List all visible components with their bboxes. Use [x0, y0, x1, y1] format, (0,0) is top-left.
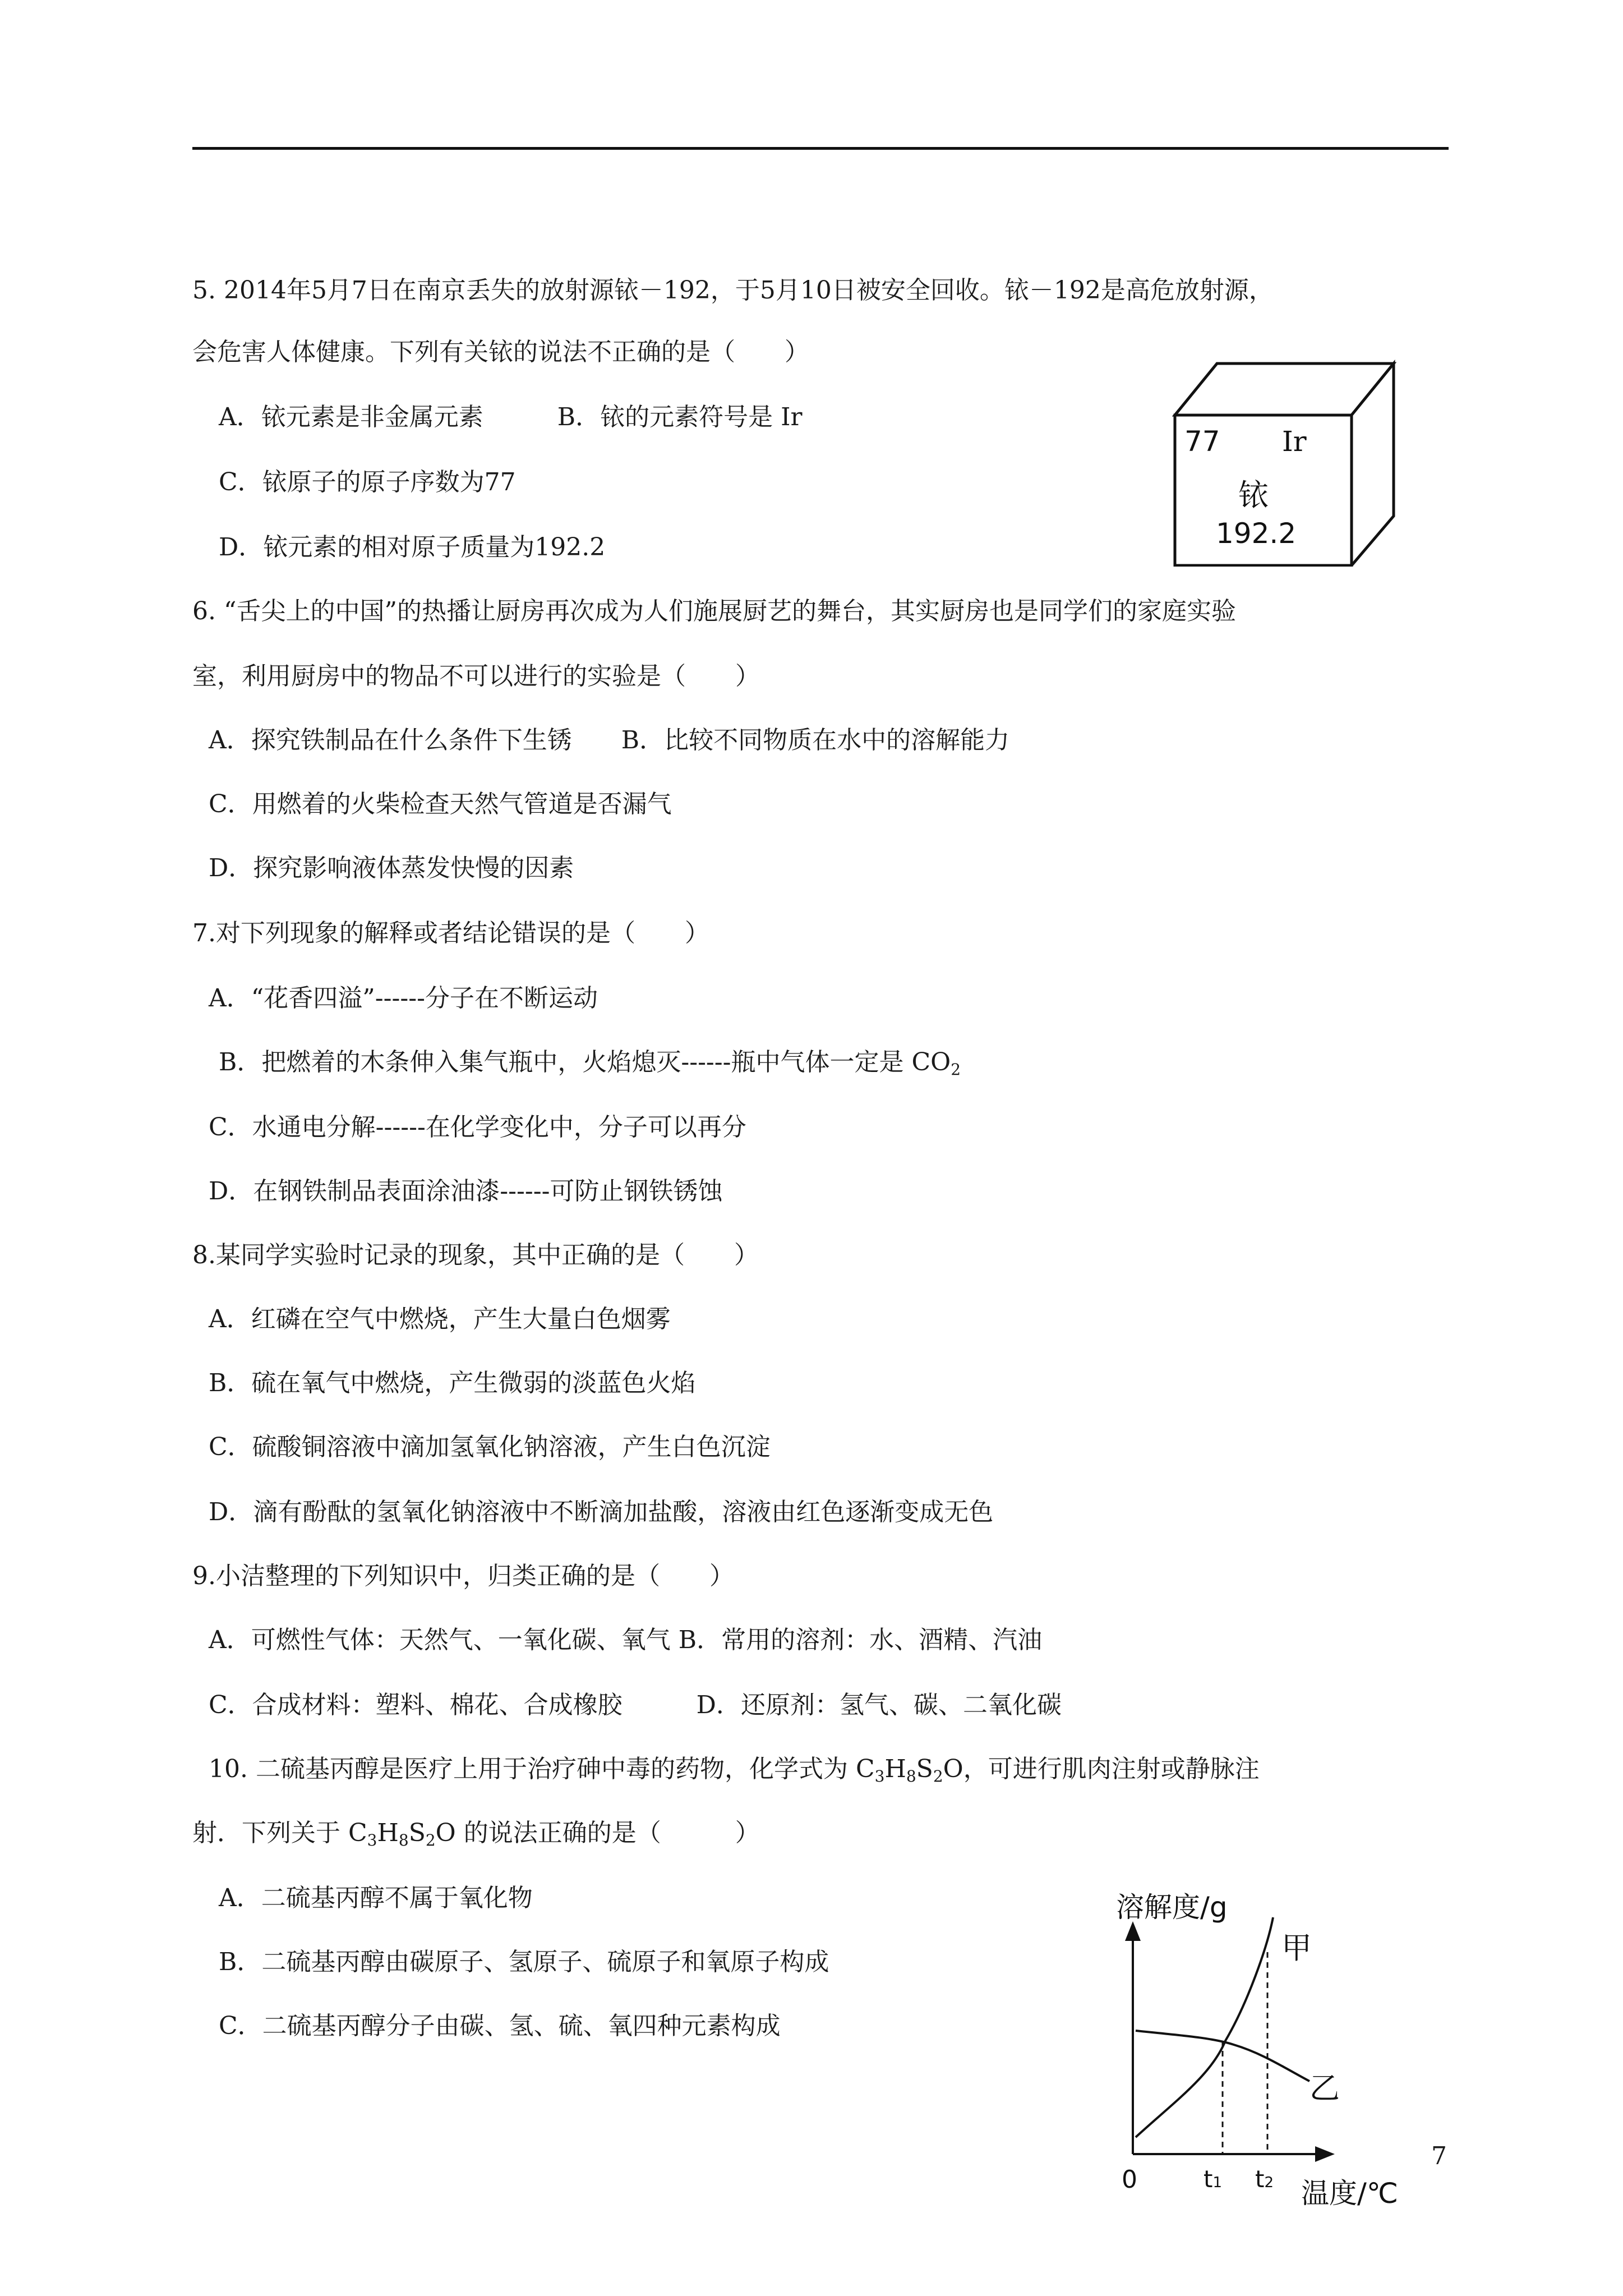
q7-option-c: C．水通电分解------在化学变化中，分子可以再分	[209, 1113, 746, 1142]
q7-option-b-subscript: 2	[951, 1060, 961, 1079]
chart-origin: 0	[1122, 2165, 1137, 2194]
x-tick-t2: t2	[1255, 2165, 1274, 2193]
page-number: 7	[1431, 2142, 1447, 2170]
q5-stem-line1: 5. 2014年5月7日在南京丢失的放射源铱－192，于5月10日被安全回收。铱－192是高危放射源，	[192, 276, 1274, 305]
legend-yi: 乙	[1310, 2070, 1340, 2106]
q10-option-c: C．二硫基丙醇分子由碳、氢、硫、氧四种元素构成	[219, 2012, 781, 2040]
formula-element: H	[377, 1819, 399, 1847]
q7-stem: 7.对下列现象的解释或者结论错误的是（ ）	[192, 919, 709, 947]
formula-element: S	[916, 1755, 933, 1783]
q10-stem-line1-text-a: 10. 二硫基丙醇是医疗上用于治疗砷中毒的药物，化学式为 C	[209, 1755, 875, 1783]
q5-option-d: D．铱元素的相对原子质量为192.2	[219, 533, 606, 562]
q9-stem: 9.小洁整理的下列知识中，归类正确的是（ ）	[192, 1562, 734, 1590]
q9-option-a-b: A．可燃性气体：天然气、一氧化碳、氧气 B．常用的溶剂：水、酒精、汽油	[209, 1626, 1043, 1654]
element-symbol: Ir	[1282, 425, 1307, 458]
chart-xlabel: 温度/℃	[1301, 2177, 1398, 2210]
formula-element: S	[408, 1819, 426, 1847]
solubility-chart-svg	[1099, 1890, 1413, 2210]
q7-option-a: A．“花香四溢”------分子在不断运动	[209, 984, 598, 1013]
element-card-iridium	[1172, 359, 1396, 567]
formula-element: O	[943, 1755, 963, 1783]
formula-sub: 2	[425, 1831, 436, 1849]
series-jia-curve	[1136, 1917, 1273, 2137]
q5-stem-line2: 会危害人体健康。下列有关铱的说法不正确的是（ ）	[192, 338, 809, 366]
element-atomic-number: 77	[1184, 425, 1220, 458]
q8-option-a: A．红磷在空气中燃烧，产生大量白色烟雾	[209, 1305, 671, 1333]
q10-option-a: A．二硫基丙醇不属于氧化物	[219, 1884, 533, 1912]
q10-stem-line2-text-a: 射．下列关于 C	[192, 1819, 367, 1847]
formula-sub: 3	[874, 1767, 885, 1786]
x-tick-t1: t1	[1204, 2165, 1223, 2193]
formula-element: O	[435, 1819, 456, 1847]
q8-option-b: B．硫在氧气中燃烧，产生微弱的淡蓝色火焰	[209, 1369, 696, 1397]
q9-option-c-d: C．合成材料：塑料、棉花、合成橡胶 D．还原剂：氢气、碳、二氧化碳	[209, 1691, 1062, 1719]
header-rule	[192, 147, 1449, 150]
formula-sub: 8	[398, 1831, 409, 1849]
element-name: 铱	[1238, 477, 1269, 513]
formula-element: H	[884, 1755, 906, 1783]
formula-sub: 2	[933, 1767, 943, 1786]
q10-stem-line2-text-b: 的说法正确的是（ ）	[455, 1819, 760, 1847]
solubility-chart	[1099, 1890, 1413, 2210]
q5-option-a-b: A．铱元素是非金属元素 B．铱的元素符号是 Ir	[219, 403, 803, 431]
q8-option-c: C．硫酸铜溶液中滴加氢氧化钠溶液，产生白色沉淀	[209, 1433, 771, 1461]
x-axis-arrow	[1315, 2146, 1335, 2162]
q10-option-b: B．二硫基丙醇由碳原子、氢原子、硫原子和氧原子构成	[219, 1948, 829, 1976]
q10-stem-line1-text-b: ，可进行肌肉注射或静脉注	[963, 1755, 1260, 1783]
q5-option-c: C．铱原子的原子序数为77	[219, 468, 516, 496]
element-atomic-mass: 192.2	[1216, 517, 1297, 550]
chart-ylabel: 溶解度/g	[1116, 1891, 1228, 1924]
formula-sub: 3	[367, 1831, 377, 1849]
legend-jia: 甲	[1281, 1930, 1312, 1966]
q6-option-d: D．探究影响液体蒸发快慢的因素	[209, 854, 574, 882]
q6-option-c: C．用燃着的火柴检查天然气管道是否漏气	[209, 790, 672, 818]
q7-option-b-text: B．把燃着的木条伸入集气瓶中，火焰熄灭------瓶中气体一定是 CO	[219, 1048, 951, 1076]
formula-sub: 8	[906, 1767, 916, 1786]
q7-option-b	[219, 1046, 961, 1087]
q10-stem-line1	[209, 1752, 1260, 1793]
q6-stem-line1: 6. “舌尖上的中国”的热播让厨房再次成为人们施展厨艺的舞台，其实厨房也是同学们的家庭实验	[192, 597, 1236, 625]
q6-stem-line2: 室，利用厨房中的物品不可以进行的实验是（ ）	[192, 662, 760, 691]
q10-stem-line2	[192, 1816, 760, 1857]
q8-stem: 8.某同学实验时记录的现象，其中正确的是（ ）	[192, 1241, 759, 1269]
q6-option-a-b: A．探究铁制品在什么条件下生锈 B．比较不同物质在水中的溶解能力	[209, 726, 1010, 754]
q8-option-d: D．滴有酚酞的氢氧化钠溶液中不断滴加盐酸，溶液由红色逐渐变成无色	[209, 1498, 994, 1526]
q7-option-d: D．在钢铁制品表面涂油漆------可防止钢铁锈蚀	[209, 1177, 723, 1205]
